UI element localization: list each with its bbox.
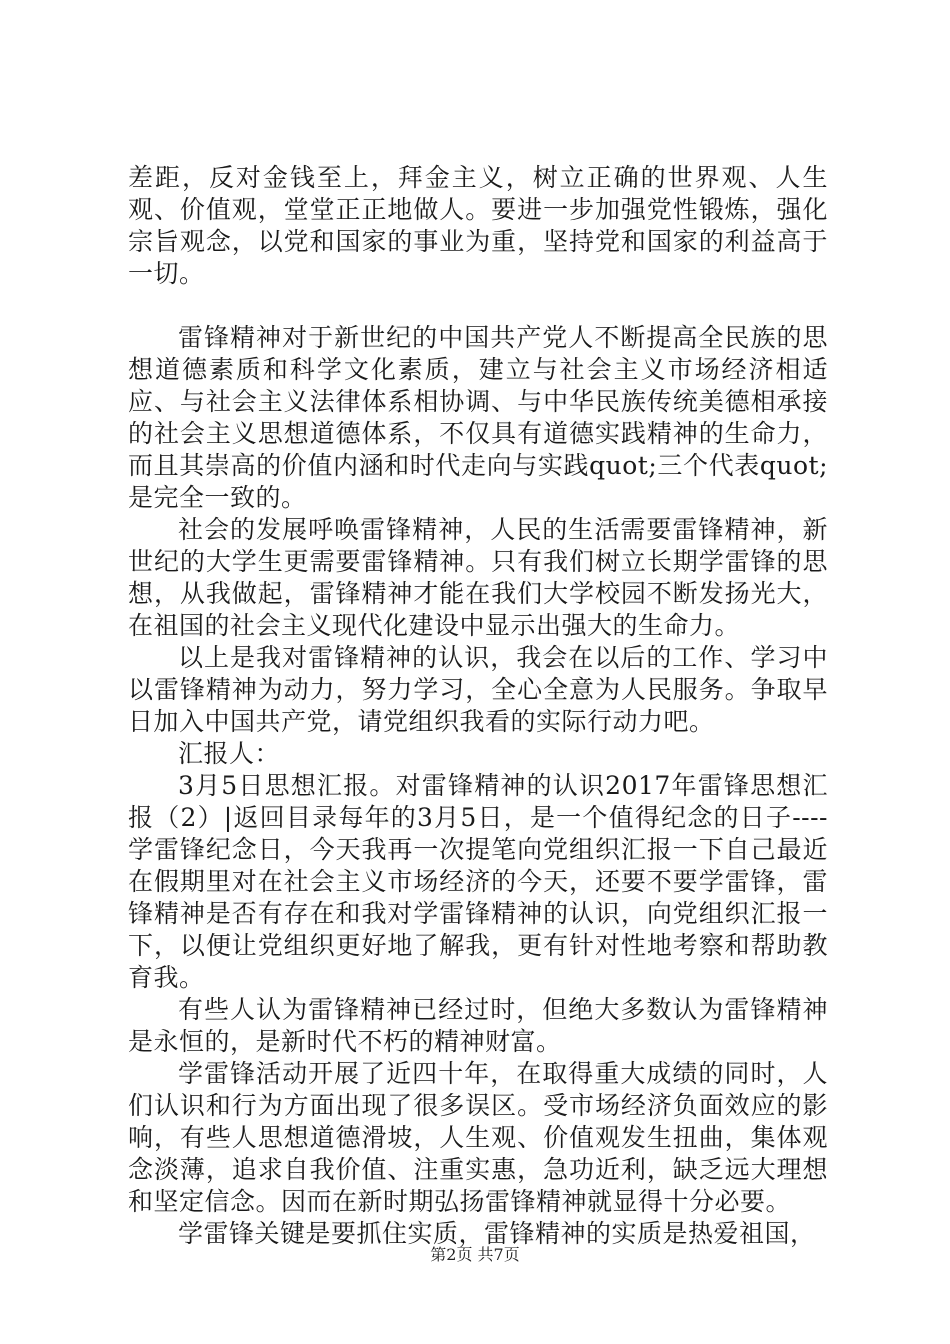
paragraph: 社会的发展呼唤雷锋精神，人民的生活需要雷锋精神，新世纪的大学生更需要雷锋精神。只有我们树立长期学雷锋的思想，从我做起，雷锋精神才能在我们大学校园不断发扬光大，在祖国的社会主义现代化建设中显示出强大的生命力。: [128, 515, 828, 640]
paragraph: 差距，反对金钱至上，拜金主义，树立正确的世界观、人生观、价值观，堂堂正正地做人。要进一步加强党性锻炼，强化宗旨观念，以党和国家的事业为重，坚持党和国家的利益高于一切。: [128, 163, 828, 288]
paragraph: 雷锋精神对于新世纪的中国共产党人不断提高全民族的思想道德素质和科学文化素质，建立与社会主义市场经济相适应、与社会主义法律体系相协调、与中华民族传统美德相承接的社会主义思想道德体系，不仅具有道德实践精神的生命力，而且其崇高的价值内涵和时代走向与实践quot;三个代表quot;是完全一致的。: [128, 323, 828, 512]
reporter-label: 汇报人：: [178, 739, 281, 768]
page-number-footer: 第2页 共7页: [430, 1245, 520, 1264]
paragraph: 有些人认为雷锋精神已经过时，但绝大多数认为雷锋精神是永恒的，是新时代不朽的精神财富。: [128, 995, 828, 1056]
document-body: [128, 162, 828, 1250]
paragraph: 学雷锋活动开展了近四十年，在取得重大成绩的同时，人们认识和行为方面出现了很多误区。受市场经济负面效应的影响，有些人思想道德滑坡，人生观、价值观发生扭曲，集体观念淡薄，追求自我价值、注重实惠，急功近利，缺乏远大理想和坚定信念。因而在新时期弘扬雷锋精神就显得十分必要。: [128, 1059, 828, 1216]
paragraph: 学雷锋关键是要抓住实质，雷锋精神的实质是热爱祖国，: [178, 1219, 816, 1248]
paragraph: 3月5日思想汇报。对雷锋精神的认识2017年雷锋思想汇报（2）|返回目录每年的3月5日，是一个值得纪念的日子----学雷锋纪念日，今天我再一次提笔向党组织汇报一下自己最近在假期里对在社会主义市场经济的今天，还要不要学雷锋，雷锋精神是否有存在和我对学雷锋精神的认识，向党组织汇报一下，以便让党组织更好地了解我，更有针对性地考察和帮助教育我。: [128, 771, 828, 992]
paragraph: 以上是我对雷锋精神的认识，我会在以后的工作、学习中以雷锋精神为动力，努力学习，全心全意为人民服务。争取早日加入中国共产党，请党组织我看的实际行动力吧。: [128, 643, 828, 736]
